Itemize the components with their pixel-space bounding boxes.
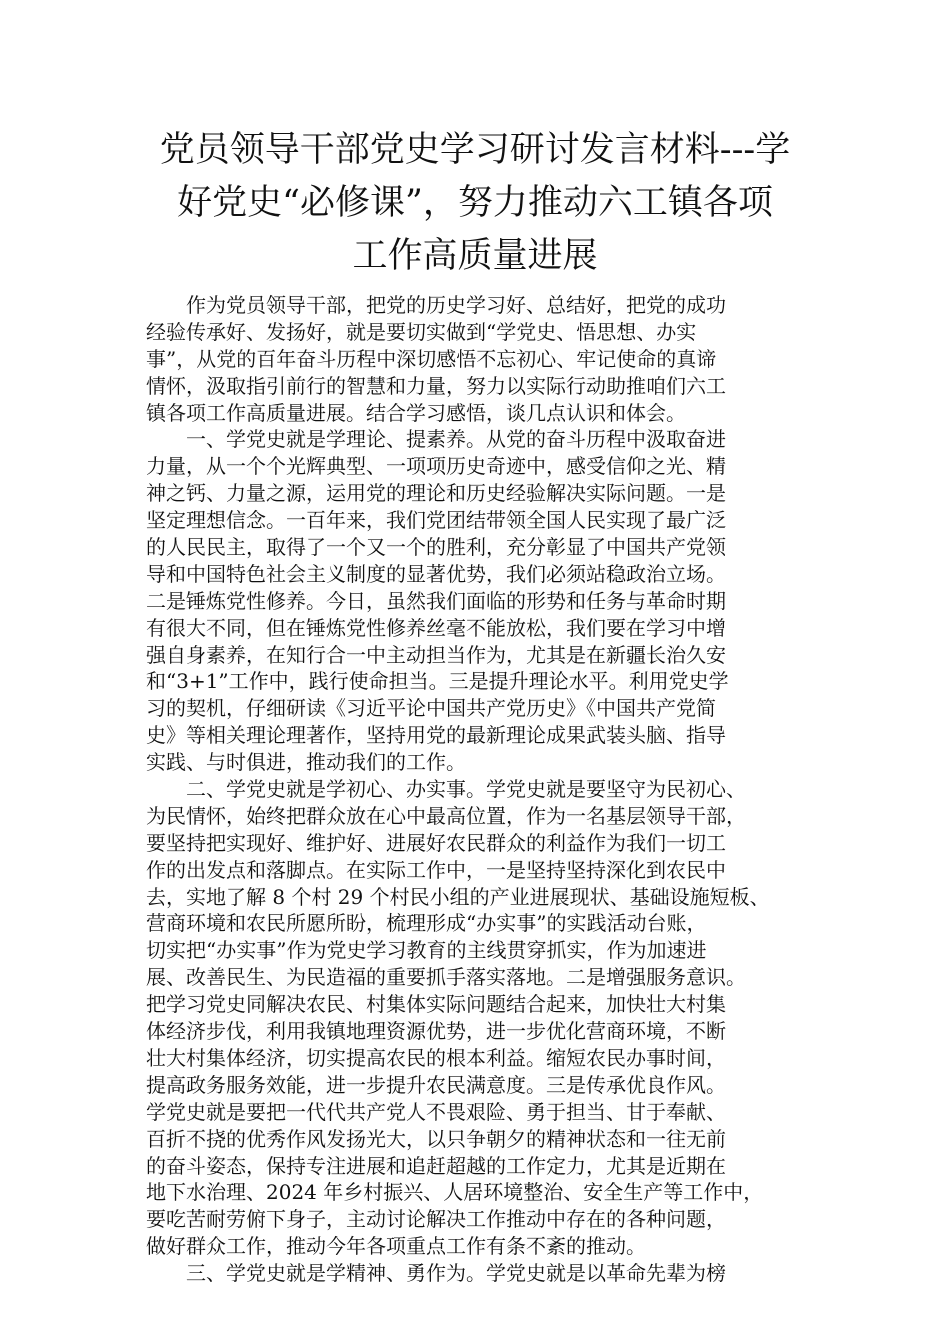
paragraph-two-line: 展、改善民生、为民造福的重要抓手落实落地。二是增强服务意识。 bbox=[146, 965, 746, 990]
paragraph-intro-line: 作为党员领导干部，把党的历史学习好、总结好，把党的成功 bbox=[186, 293, 726, 317]
paragraph-two-line: 要吃苦耐劳俯下身子，主动讨论解决工作推动中存在的各种问题， bbox=[146, 1207, 726, 1232]
paragraph-two-line: 百折不挠的优秀作风发扬光大，以只争朝夕的精神状态和一往无前 bbox=[146, 1126, 726, 1151]
title-line: 党员领导干部党史学习研讨发言材料---学 bbox=[159, 130, 791, 170]
paragraph-two-line: 做好群众工作，推动今年各项重点工作有条不紊的推动。 bbox=[146, 1234, 646, 1259]
paragraph-one-line: 神之钙、力量之源，运用党的理论和历史经验解决实际问题。一是 bbox=[146, 481, 726, 506]
paragraph-two-line: 的奋斗姿态，保持专注进展和追赶超越的工作定力，尤其是近期在 bbox=[146, 1153, 726, 1178]
paragraph-one-line: 二是锤炼党性修养。今日，虽然我们面临的形势和任务与革命时期 bbox=[146, 588, 726, 613]
paragraph-one-line: 有很大不同，但在锤炼党性修养丝毫不能放松，我们要在学习中增 bbox=[146, 615, 726, 640]
paragraph-two-line: 营商环境和农民所愿所盼，梳理形成“办实事”的实践活动台账， bbox=[146, 911, 707, 936]
paragraph-two-line: 要坚持把实现好、维护好、进展好农民群众的利益作为我们一切工 bbox=[146, 830, 726, 855]
paragraph-three-line: 三、学党史就是学精神、勇作为。学党史就是以革命先辈为榜 bbox=[186, 1261, 726, 1286]
paragraph-one-line: 实践、与时俱进，推动我们的工作。 bbox=[146, 750, 466, 775]
paragraph-intro-line: 经验传承好、发扬好，就是要切实做到“学党史、悟思想、办实 bbox=[146, 319, 697, 344]
paragraph-one-line: 的人民民主，取得了一个又一个的胜利，充分彰显了中国共产党领 bbox=[146, 535, 726, 560]
paragraph-intro-line: 事”，从党的百年奋斗历程中深切感悟不忘初心、牢记使命的真谛 bbox=[146, 346, 717, 371]
paragraph-two-line: 学党史就是要把一代代共产党人不畏艰险、勇于担当、甘于奉献、 bbox=[146, 1099, 726, 1124]
paragraph-two-line: 二、学党史就是学初心、办实事。学党史就是要坚守为民初心、 bbox=[186, 777, 746, 802]
title-line: 工作高质量进展 bbox=[352, 236, 598, 276]
paragraph-one-line: 史》等相关理论理著作，坚持用党的最新理论成果武装头脑、指导 bbox=[146, 723, 726, 748]
document-body bbox=[146, 292, 810, 1287]
paragraph-one-line: 导和中国特色社会主义制度的显著优势，我们必须站稳政治立场。 bbox=[146, 561, 726, 586]
paragraph-two-line: 作的出发点和落脚点。在实际工作中，一是坚持坚持深化到农民中 bbox=[146, 857, 726, 882]
document-title bbox=[118, 124, 832, 283]
paragraph-two-line: 提高政务服务效能，进一步提升农民满意度。三是传承优良作风。 bbox=[146, 1072, 726, 1097]
paragraph-two-line: 壮大村集体经济，切实提高农民的根本利益。缩短农民办事时间， bbox=[146, 1045, 726, 1070]
paragraph-two-line: 去，实地了解 8 个村 29 个村民小组的产业进展现状、基础设施短板、 bbox=[146, 884, 770, 909]
paragraph-two-line: 切实把“办实事”作为党史学习教育的主线贯穿抓实，作为加速进 bbox=[146, 938, 707, 963]
paragraph-two-line: 把学习党史同解决农民、村集体实际问题结合起来，加快壮大村集 bbox=[146, 992, 726, 1017]
paragraph-two-line: 地下水治理、2024 年乡村振兴、人居环境整治、安全生产等工作中， bbox=[146, 1180, 764, 1205]
paragraph-two-line: 为民情怀，始终把群众放在心中最高位置，作为一名基层领导干部， bbox=[146, 803, 746, 828]
paragraph-intro-line: 镇各项工作高质量进展。结合学习感悟，谈几点认识和体会。 bbox=[146, 400, 686, 425]
paragraph-intro-line: 情怀，汲取指引前行的智慧和力量，努力以实际行动助推咱们六工 bbox=[146, 373, 726, 398]
paragraph-one-line: 强自身素养，在知行合一中主动担当作为，尤其是在新疆长治久安 bbox=[146, 642, 726, 667]
title-line: 好党史“必修课”，努力推动六工镇各项 bbox=[177, 183, 773, 223]
paragraph-one-line: 习的契机，仔细研读《习近平论中国共产党历史》《中国共产党简 bbox=[146, 696, 716, 721]
paragraph-one-line: 一、学党史就是学理论、提素养。从党的奋斗历程中汲取奋进 bbox=[186, 427, 726, 452]
paragraph-one-line: 力量，从一个个光辉典型、一项项历史奇迹中，感受信仰之光、精 bbox=[146, 454, 726, 479]
paragraph-one-line: 坚定理想信念。一百年来，我们党团结带领全国人民实现了最广泛 bbox=[146, 508, 726, 533]
paragraph-two-line: 体经济步伐，利用我镇地理资源优势，进一步优化营商环境，不断 bbox=[146, 1019, 726, 1044]
paragraph-one-line: 和“3+1”工作中，践行使命担当。三是提升理论水平。利用党史学 bbox=[146, 669, 729, 694]
